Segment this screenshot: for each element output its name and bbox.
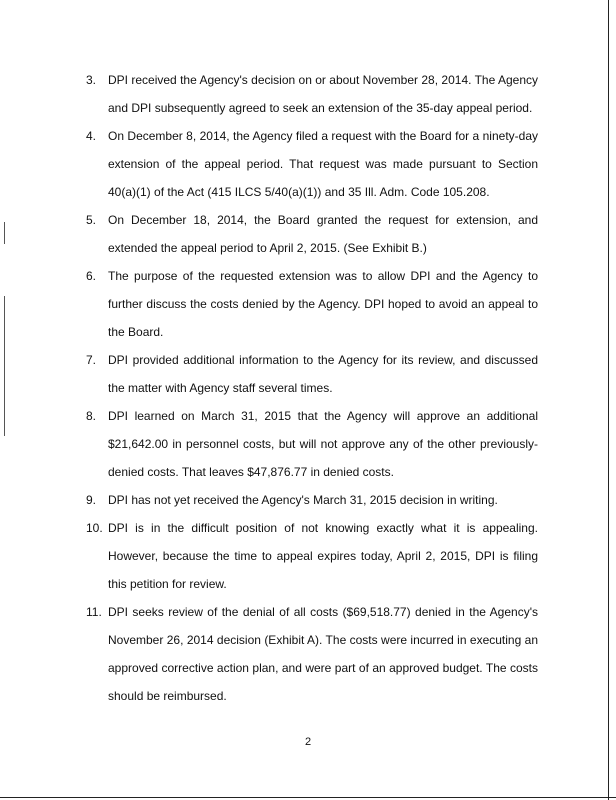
paragraph-text: DPI is in the difficult position of not knowing exactly what it is appealing. However, because the time to appeal expires today, April 2, 2015, DPI is filing this petition for review.: [108, 521, 538, 591]
paragraph-number: 4.: [86, 129, 97, 143]
scan-mark: [4, 222, 5, 244]
paragraph-3: [86, 66, 538, 122]
paragraph-number: 8.: [86, 409, 97, 423]
paragraph-number: 11.: [86, 605, 102, 619]
scan-border-right: [608, 0, 609, 800]
paragraph-9: [86, 486, 538, 514]
paragraph-number: 3.: [86, 73, 97, 87]
paragraph-6: [86, 262, 538, 346]
scan-mark: [4, 296, 5, 436]
paragraph-text: DPI learned on March 31, 2015 that the Agency will approve an additional $21,642.00 in personnel costs, but will not approve any of the other previously-denied costs. That leaves $47,876.77 in denied costs.: [108, 409, 538, 479]
paragraph-10: [86, 514, 538, 598]
paragraph-number: 6.: [86, 269, 97, 283]
paragraph-number: 7.: [86, 353, 97, 367]
paragraph-text: The purpose of the requested extension was to allow DPI and the Agency to further discuss the costs denied by the Agency. DPI hoped to avoid an appeal to the Board.: [108, 269, 538, 339]
paragraph-4: [86, 122, 538, 206]
paragraph-11: [86, 598, 538, 710]
paragraph-text: DPI received the Agency's decision on or about November 28, 2014. The Agency and DPI subsequently agreed to seek an extension of the 35-day appeal period.: [108, 73, 538, 115]
paragraph-number: 9.: [86, 493, 97, 507]
paragraph-8: [86, 402, 538, 486]
paragraph-number: 10.: [86, 521, 103, 535]
numbered-paragraphs: [86, 66, 538, 710]
paragraph-text: On December 18, 2014, the Board granted the request for extension, and extended the appeal period to April 2, 2015. (See Exhibit B.): [108, 213, 538, 255]
paragraph-number: 5.: [86, 213, 97, 227]
paragraph-text: DPI has not yet received the Agency's March 31, 2015 decision in writing.: [108, 493, 498, 507]
paragraph-text: On December 8, 2014, the Agency filed a request with the Board for a ninety-day extension of the appeal period. That request was made pursuant to Section 40(a)(1) of the Act (415 ILCS 5/40(a)(1)) and 35 Ill. Adm. Code 105.208.: [108, 129, 538, 199]
paragraph-5: [86, 206, 538, 262]
page-number: 2: [304, 736, 312, 748]
paragraph-text: DPI provided additional information to the Agency for its review, and discussed the matter with Agency staff several times.: [108, 353, 538, 395]
paragraph-7: [86, 346, 538, 402]
scan-border-bottom: [0, 797, 616, 798]
paragraph-text: DPI seeks review of the denial of all costs ($69,518.77) denied in the Agency's November 26, 2014 decision (Exhibit A). The costs were incurred in executing an approved corrective action plan, and were part of an approved budget. The costs should be reimbursed.: [108, 605, 538, 703]
